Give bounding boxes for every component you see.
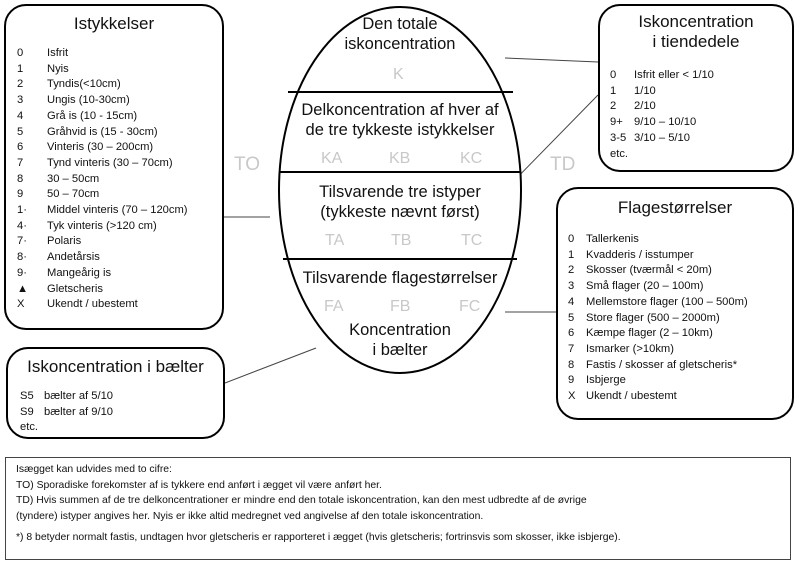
code-tc: TC [461, 232, 483, 249]
belt-concentration-title: Iskoncentration i bælter [27, 357, 204, 376]
note-line: (tyndere) istyper angives her. Nyis er ikke altid medregnet ved angivelse af den totale iskoncentration. [16, 510, 484, 522]
floe-size-list [568, 232, 748, 405]
ice-thickness-item [17, 234, 188, 250]
item-text: 9/10 – 10/10 [634, 116, 697, 129]
item-code: 1 [17, 62, 24, 75]
ice-thickness-item [17, 219, 188, 235]
ice-thickness-title: Istykkelser [73, 14, 155, 33]
item-code: 7 [17, 156, 24, 169]
ice-thickness-item [17, 109, 188, 125]
item-text: bælter af 5/10 [44, 390, 114, 402]
ice-thickness-item [17, 250, 188, 266]
item-code: 3-5 [610, 131, 627, 144]
item-text: Grå is (10 - 15cm) [47, 109, 138, 122]
item-text: Tyk vinteris (>120 cm) [47, 219, 157, 232]
item-code: 4 [17, 109, 24, 122]
item-text: Ukendt / ubestemt [47, 298, 138, 311]
item-code: 1· [17, 204, 27, 217]
item-text: bælter af 9/10 [44, 405, 114, 418]
note-line: TO) Sporadiske forekomster af is tykkere end anført i ægget vil være anført her. [16, 479, 382, 491]
item-text: Isbjerge [586, 374, 626, 387]
item-text: 30 – 50cm [47, 172, 100, 185]
item-text: Isfrit eller < 1/10 [634, 69, 714, 81]
item-code: X [568, 390, 576, 403]
ice-thickness-item [17, 203, 188, 219]
item-text: Ukendt / ubestemt [586, 390, 677, 403]
item-code: S9 [20, 405, 34, 418]
item-code: S5 [20, 390, 34, 402]
side-label-td: TD [550, 154, 576, 175]
ice-thickness-item [17, 62, 188, 78]
floe-sizes-label: Tilsvarende flagestørrelser [302, 269, 498, 287]
item-code: 0 [17, 47, 24, 59]
ice-thickness-item [17, 172, 188, 188]
item-text: Kvadderis / isstumper [586, 248, 694, 261]
item-text: Små flager (20 – 100m) [586, 280, 704, 293]
ice-thickness-item [17, 187, 188, 203]
item-text: 50 – 70cm [47, 188, 100, 201]
item-text: Tyndis(<10cm) [47, 78, 121, 91]
item-code: 8· [17, 251, 27, 264]
item-code: 3 [568, 280, 575, 293]
item-code: 2 [610, 100, 617, 113]
concentration-item [610, 68, 714, 84]
item-code: 9 [568, 374, 575, 387]
item-code: etc. [610, 147, 629, 160]
ice-thickness-item [17, 93, 188, 109]
item-text: 1/10 [634, 84, 656, 97]
side-label-to: TO [234, 154, 261, 175]
item-text: Ismarker (>10km) [586, 342, 674, 355]
total-concentration-label: Den totale iskoncentration [344, 15, 456, 53]
note-line: TD) Hvis summen af de tre delkoncentrationer er mindre end den totale iskoncentration, kan den mest udbredte af de øvrige [16, 495, 587, 507]
item-text: Mellemstore flager (100 – 500m) [586, 295, 748, 308]
ice-thickness-item [17, 46, 188, 62]
code-kb: KB [389, 150, 411, 167]
ice-thickness-item [17, 140, 188, 156]
concentration-item [610, 115, 714, 131]
code-tb: TB [391, 232, 412, 249]
item-code: ▲ [17, 282, 29, 295]
ice-thickness-item [17, 297, 188, 313]
floe-size-item [568, 232, 748, 248]
concentration-item [610, 131, 714, 147]
note-line: Isægget kan udvides med to cifre: [16, 464, 172, 475]
floe-size-item [568, 342, 748, 358]
code-ka: KA [321, 150, 343, 167]
item-code: 8 [568, 358, 575, 371]
item-code: 7 [568, 342, 575, 355]
code-fb: FB [390, 298, 411, 315]
item-text: Fastis / skosser af gletscheris* [586, 358, 738, 371]
concentration-item [610, 99, 714, 115]
code-kc: KC [460, 150, 483, 167]
ice-thickness-item [17, 77, 188, 93]
item-code: 0 [610, 69, 617, 81]
item-code: 6 [568, 327, 575, 340]
item-code: 8 [17, 172, 24, 185]
belt-concentration-list [20, 389, 113, 436]
concentration-tenths-list [610, 68, 714, 162]
code-ta: TA [325, 232, 345, 249]
item-text: 2/10 [634, 100, 656, 113]
item-code: etc. [20, 421, 39, 434]
item-text: Tallerkenis [586, 233, 639, 245]
item-text: Tynd vinteris (30 – 70cm) [47, 156, 173, 169]
item-code: 4· [17, 219, 27, 232]
ice-thickness-item [17, 125, 188, 141]
item-code: X [17, 298, 25, 311]
item-code: 5 [17, 125, 24, 138]
item-text: Ungis (10-30cm) [47, 94, 130, 107]
item-text: Isfrit [47, 47, 69, 59]
floe-size-item [568, 279, 748, 295]
ice-types-label: Tilsvarende tre istyper (tykkeste nævnt først) [319, 183, 481, 221]
item-code: 2 [568, 264, 575, 277]
item-text: Middel vinteris (70 – 120cm) [47, 204, 188, 217]
concentration-item [610, 147, 714, 163]
floe-size-item [568, 373, 748, 389]
belt-concentration-label: Koncentration i bælter [349, 321, 451, 359]
note-line: *) 8 betyder normalt fastis, undtagen hvor gletscheris er rapporteret i ægget (hvis gletscheris; fortrinsvis som skosser, ikke isbjerge). [16, 532, 621, 544]
code-fa: FA [324, 298, 344, 315]
item-text: 3/10 – 5/10 [634, 131, 690, 144]
item-code: 9 [17, 188, 24, 201]
item-code: 6 [17, 141, 24, 154]
floe-size-item [568, 311, 748, 327]
floe-size-item [568, 358, 748, 374]
ice-thickness-panel [4, 4, 224, 330]
ice-egg [279, 0, 521, 380]
floe-size-item [568, 263, 748, 279]
item-text: Gletscheris [47, 282, 103, 295]
item-text: Nyis [47, 62, 69, 75]
item-text: Andetårsis [47, 251, 100, 264]
concentration-tenths-title: Iskoncentration i tiendedele [638, 12, 754, 51]
item-text: Kæmpe flager (2 – 10km) [586, 327, 713, 340]
item-code: 2 [17, 78, 24, 91]
floe-size-item [568, 248, 748, 264]
ice-thickness-list [17, 46, 188, 313]
partial-concentration-label: Delkoncentration af hver af de tre tykkeste istykkelser [301, 101, 499, 139]
belt-concentration-panel [6, 347, 225, 439]
item-code: 9+ [610, 116, 623, 129]
item-text: Vinteris (30 – 200cm) [47, 141, 154, 154]
belt-item [20, 389, 113, 405]
item-code: 4 [568, 295, 575, 308]
explanatory-notes [5, 457, 791, 560]
ice-thickness-item [17, 156, 188, 172]
concentration-tenths-panel [598, 4, 794, 172]
item-text: Polaris [47, 235, 82, 248]
item-text: Store flager (500 – 2000m) [586, 311, 720, 324]
floe-size-item [568, 326, 748, 342]
floe-size-item [568, 295, 748, 311]
floe-size-title: Flagestørrelser [617, 198, 733, 217]
belt-item [20, 405, 113, 421]
item-code: 7· [17, 235, 27, 248]
item-code: 5 [568, 311, 575, 324]
belt-item [20, 420, 113, 436]
item-text: Skosser (tværmål < 20m) [586, 264, 712, 277]
floe-size-panel [556, 187, 794, 420]
item-text: Gråhvid is (15 - 30cm) [47, 125, 158, 138]
item-code: 0 [568, 233, 575, 245]
code-fc: FC [459, 298, 481, 315]
item-code: 1 [568, 248, 575, 261]
ice-thickness-item [17, 266, 188, 282]
ice-thickness-item [17, 282, 188, 298]
item-code: 1 [610, 84, 617, 97]
item-code: 9· [17, 266, 27, 279]
code-k: K [393, 66, 404, 83]
item-code: 3 [17, 94, 24, 107]
floe-size-item [568, 389, 748, 405]
item-text: Mangeårig is [47, 266, 112, 279]
concentration-item [610, 84, 714, 100]
